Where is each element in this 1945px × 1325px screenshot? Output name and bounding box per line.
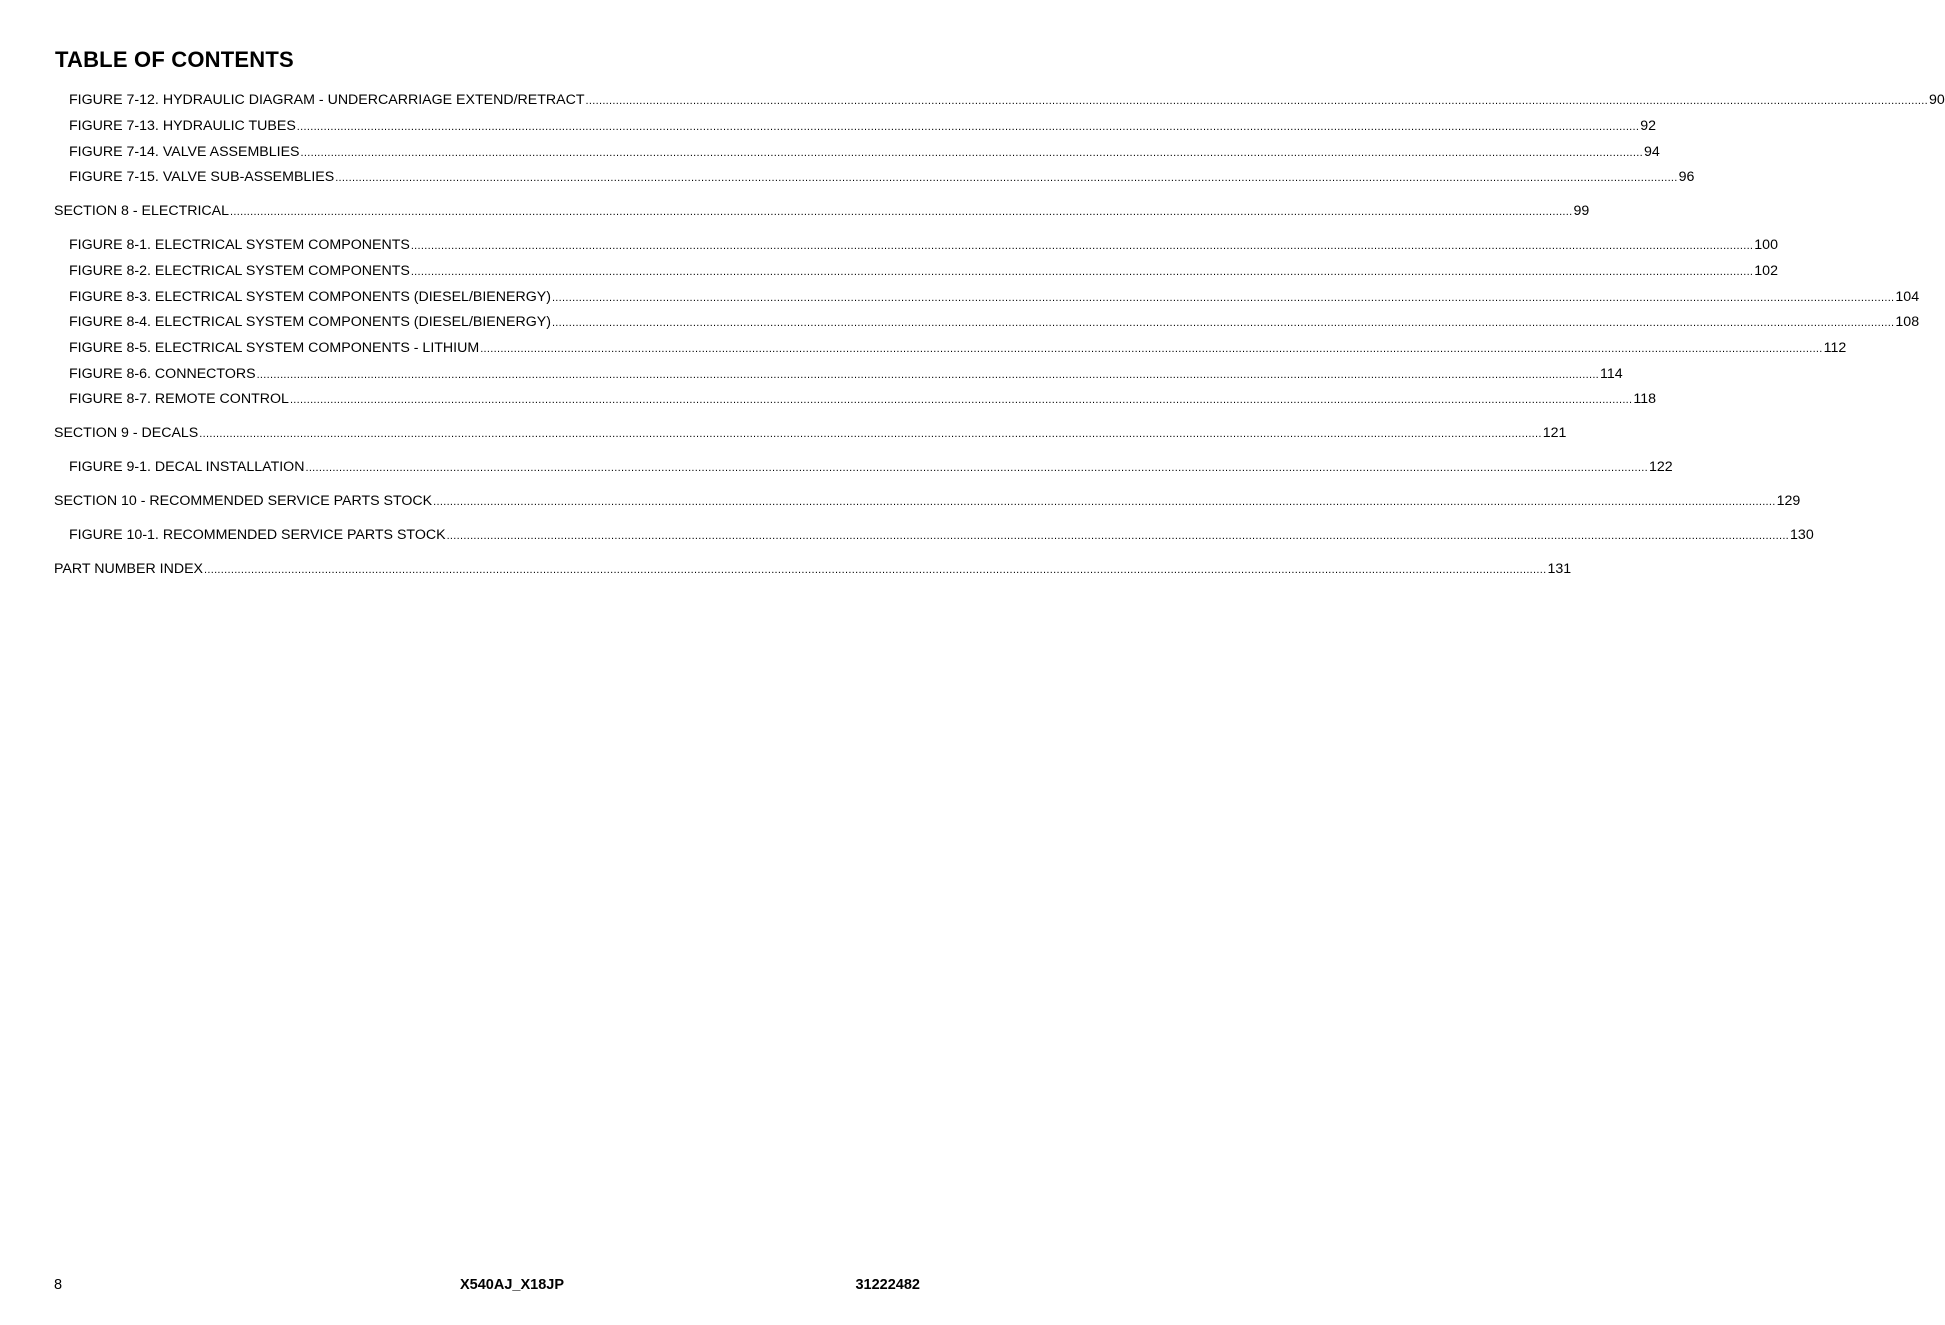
dot-leader: ................................................................................................................................................................................................................................................................................................................................................................................................................ bbox=[410, 266, 1754, 278]
dot-leader: ................................................................................................................................................................................................................................................................................................................................................................................................................ bbox=[296, 121, 1640, 133]
toc-entry-label: FIGURE 8-6. CONNECTORS bbox=[69, 366, 256, 382]
toc-entry-page: 92 bbox=[1640, 118, 1657, 134]
toc-entry-page: 104 bbox=[1895, 289, 1920, 305]
dot-leader: ................................................................................................................................................................................................................................................................................................................................................................................................................ bbox=[335, 172, 1678, 184]
footer-model: X540AJ_X18JP bbox=[460, 1277, 564, 1293]
toc-entry[interactable] bbox=[69, 339, 1847, 357]
toc-entry-label: SECTION 10 - RECOMMENDED SERVICE PARTS STOCK bbox=[54, 493, 433, 509]
toc-section-entry[interactable] bbox=[54, 560, 1572, 578]
toc-entry-page: 129 bbox=[1776, 493, 1801, 509]
toc-entry-page: 100 bbox=[1754, 237, 1778, 253]
dot-leader: ................................................................................................................................................................................................................................................................................................................................................................................................................ bbox=[204, 564, 1547, 576]
toc-entry[interactable] bbox=[69, 168, 1695, 186]
footer-page-number: 8 bbox=[54, 1277, 63, 1293]
toc-entry-page: 131 bbox=[1547, 561, 1572, 577]
toc-entry-label: PART NUMBER INDEX bbox=[54, 561, 203, 577]
toc-entry-label: FIGURE 7-13. HYDRAULIC TUBES bbox=[69, 118, 296, 134]
toc-entry[interactable] bbox=[69, 143, 1660, 161]
toc-entry-page: 121 bbox=[1542, 425, 1567, 441]
dot-leader: ................................................................................................................................................................................................................................................................................................................................................................................................................ bbox=[289, 394, 1633, 406]
toc-entry-page: 118 bbox=[1633, 391, 1657, 407]
toc-entry-label: SECTION 9 - DECALS bbox=[54, 425, 199, 441]
toc-entry-label: FIGURE 8-5. ELECTRICAL SYSTEM COMPONENTS - LITHIUM bbox=[69, 340, 480, 356]
toc-section-entry[interactable] bbox=[54, 424, 1567, 442]
toc-entry-page: 102 bbox=[1754, 263, 1778, 279]
toc-entry-label: FIGURE 10-1. RECOMMENDED SERVICE PARTS STOCK bbox=[69, 527, 446, 543]
toc-entry[interactable] bbox=[69, 390, 1657, 408]
toc-entry-page: 108 bbox=[1895, 314, 1920, 330]
toc-entry[interactable] bbox=[69, 365, 1623, 383]
toc-entry[interactable] bbox=[69, 236, 1778, 254]
toc-section-entry[interactable] bbox=[54, 492, 1801, 510]
footer-doc-number: 31222482 bbox=[855, 1277, 920, 1293]
toc-entry-page: 122 bbox=[1648, 459, 1673, 475]
dot-leader: ................................................................................................................................................................................................................................................................................................................................................................................................................ bbox=[256, 369, 1600, 381]
dot-leader: ................................................................................................................................................................................................................................................................................................................................................................................................................ bbox=[585, 95, 1929, 107]
toc-entry[interactable] bbox=[69, 91, 1945, 109]
toc-entry-label: FIGURE 7-14. VALVE ASSEMBLIES bbox=[69, 144, 300, 160]
toc-entry-label: FIGURE 8-1. ELECTRICAL SYSTEM COMPONENTS bbox=[69, 237, 410, 253]
toc-entry-label: FIGURE 8-4. ELECTRICAL SYSTEM COMPONENTS (DIESEL/BIENERGY) bbox=[69, 314, 551, 330]
toc-entry[interactable] bbox=[69, 262, 1778, 280]
toc-entry-label: SECTION 8 - ELECTRICAL bbox=[54, 203, 230, 219]
toc-entry-page: 96 bbox=[1678, 169, 1695, 185]
toc-section-entry[interactable] bbox=[54, 202, 1590, 220]
page-title: TABLE OF CONTENTS bbox=[55, 47, 294, 72]
dot-leader: ................................................................................................................................................................................................................................................................................................................................................................................................................ bbox=[551, 317, 1895, 329]
toc-entry-label: FIGURE 8-7. REMOTE CONTROL bbox=[69, 391, 289, 407]
toc-entry-page: 130 bbox=[1790, 527, 1814, 543]
toc-entry[interactable] bbox=[69, 458, 1673, 476]
dot-leader: ................................................................................................................................................................................................................................................................................................................................................................................................................ bbox=[199, 428, 1542, 440]
toc-entry-label: FIGURE 8-2. ELECTRICAL SYSTEM COMPONENTS bbox=[69, 263, 410, 279]
dot-leader: ................................................................................................................................................................................................................................................................................................................................................................................................................ bbox=[230, 206, 1573, 218]
toc-entry-page: 112 bbox=[1823, 340, 1847, 356]
toc-entry-label: FIGURE 9-1. DECAL INSTALLATION bbox=[69, 459, 305, 475]
dot-leader: ................................................................................................................................................................................................................................................................................................................................................................................................................ bbox=[305, 462, 1648, 474]
dot-leader: ................................................................................................................................................................................................................................................................................................................................................................................................................ bbox=[433, 496, 1776, 508]
dot-leader: ................................................................................................................................................................................................................................................................................................................................................................................................................ bbox=[446, 530, 1790, 542]
toc-entry[interactable] bbox=[69, 288, 1920, 306]
dot-leader: ................................................................................................................................................................................................................................................................................................................................................................................................................ bbox=[480, 343, 1823, 355]
toc-entry-label: FIGURE 7-12. HYDRAULIC DIAGRAM - UNDERCARRIAGE EXTEND/RETRACT bbox=[69, 92, 585, 108]
dot-leader: ................................................................................................................................................................................................................................................................................................................................................................................................................ bbox=[410, 240, 1754, 252]
dot-leader: ................................................................................................................................................................................................................................................................................................................................................................................................................ bbox=[551, 292, 1895, 304]
dot-leader: ................................................................................................................................................................................................................................................................................................................................................................................................................ bbox=[300, 147, 1643, 159]
toc-entry-label: FIGURE 7-15. VALVE SUB-ASSEMBLIES bbox=[69, 169, 335, 185]
toc-entry-page: 90 bbox=[1929, 92, 1945, 108]
toc-entry-label: FIGURE 8-3. ELECTRICAL SYSTEM COMPONENTS (DIESEL/BIENERGY) bbox=[69, 289, 551, 305]
toc-entry-page: 94 bbox=[1643, 144, 1660, 160]
toc-entry-page: 114 bbox=[1600, 366, 1623, 382]
toc-entry[interactable] bbox=[69, 117, 1657, 135]
toc-entry[interactable] bbox=[69, 313, 1920, 331]
toc-entry[interactable] bbox=[69, 526, 1814, 544]
toc-entry-page: 99 bbox=[1573, 203, 1590, 219]
